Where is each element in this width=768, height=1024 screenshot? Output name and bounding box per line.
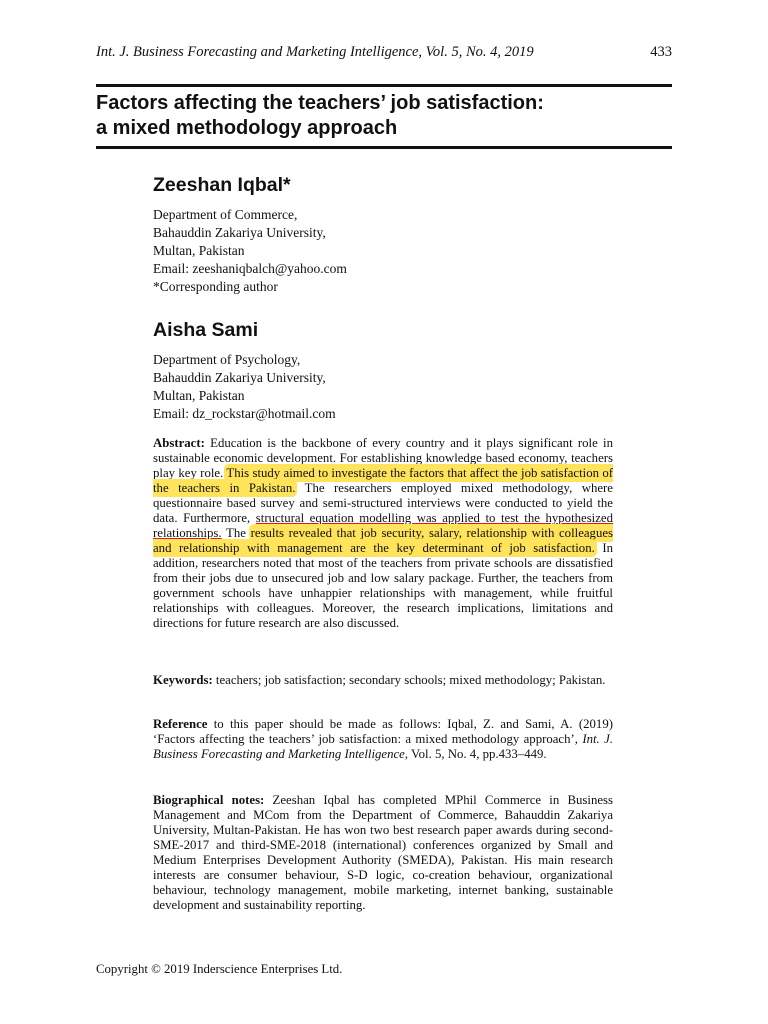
keywords-label: Keywords: (153, 673, 213, 687)
biographical-notes (153, 793, 613, 913)
author-name-1: Zeeshan Iqbal* (153, 174, 291, 196)
abstract-text: The (221, 526, 251, 540)
copyright-notice: Copyright © 2019 Inderscience Enterprises Ltd. (96, 962, 343, 976)
author-affiliation-1 (153, 206, 347, 296)
abstract-label: Abstract: (153, 436, 205, 450)
reference-text: , Vol. 5, No. 4, pp.433–449. (404, 747, 547, 761)
bio-text: Zeeshan Iqbal has completed MPhil Commerce in Business Management and MCom from the Department of Commerce, Bahauddin Zakariya University, Multan-Pakistan. He has won two best research paper awards during second-SME-2017 and third-SME-2018 (international) conferences organized by Small and Medium Enterprises Development Authority (SMEDA), Pakistan. His main research interests are consumer behaviour, S-D logic, co-creation behaviour, organizational behaviour, technology management, mobile marketing, internet banking, sustainable development and sustainability reporting. (153, 793, 613, 912)
affiliation-line: Bahauddin Zakariya University, (153, 370, 326, 385)
affiliation-line: Bahauddin Zakariya University, (153, 225, 326, 240)
highlighted-text: results revealed that job security, salary, relationship with colleagues and relationship with management are the key determinant of job satisfaction. (153, 526, 614, 555)
keywords-text: teachers; job satisfaction; secondary schools; mixed methodology; Pakistan. (212, 673, 606, 687)
affiliation-line: Department of Psychology, (153, 352, 301, 367)
affiliation-line: Department of Commerce, (153, 207, 298, 222)
author-affiliation-2 (153, 351, 336, 423)
abstract-text: In addition, researchers noted that most of the teachers from private schools are dissatisfied from their jobs due to unsecured job and low salary package. Further, the teachers from government schools have unhappier relationships with management, while fruitful relationships with colleagues. Moreover, the research implications, limitations and directions for future research are also discussed. (153, 541, 613, 630)
underlined-text: structural equation modelling was applied to test the hypothesized relationships. (153, 511, 613, 540)
title-rule-top (96, 84, 672, 87)
title-line-1: Factors affecting the teachers’ job satisfaction: (96, 92, 544, 114)
abstract (153, 436, 613, 631)
affiliation-line: Multan, Pakistan (153, 243, 245, 258)
author-email[interactable]: Email: zeeshaniqbalch@yahoo.com (153, 261, 347, 276)
keywords (153, 673, 613, 688)
abstract-text: The researchers employed mixed methodology, where questionnaire based survey and semi-structured interviews were conducted to yield the data. Furthermore, (153, 481, 613, 525)
reference-text: to this paper should be made as follows: Iqbal, Z. and Sami, A. (2019) ‘Factors affecting the teachers’ job satisfaction: a mixed methodology approach’, (153, 717, 613, 746)
highlighted-text: This study aimed to investigate the factors that affect the job satisfaction of the teachers in Pakistan. (153, 466, 613, 495)
corresponding-note: *Corresponding author (153, 279, 278, 294)
affiliation-line: Multan, Pakistan (153, 388, 245, 403)
reference-label: Reference (153, 717, 208, 731)
running-head (96, 44, 672, 61)
author-email[interactable]: Email: dz_rockstar@hotmail.com (153, 406, 336, 421)
title-rule-bottom (96, 146, 672, 149)
abstract-text: Education is the backbone of every country and it plays significant role in sustainable economic development. For establishing knowledge based economy, teachers play key role. (153, 436, 613, 480)
paper-title (96, 91, 676, 141)
bio-label: Biographical notes: (153, 793, 265, 807)
journal-citation: Int. J. Business Forecasting and Marketing Intelligence, Vol. 5, No. 4, 2019 (96, 44, 534, 60)
author-name-2: Aisha Sami (153, 319, 259, 341)
reference-journal: Int. J. Business Forecasting and Marketing Intelligence (153, 732, 613, 761)
title-line-2: a mixed methodology approach (96, 117, 398, 139)
reference-note (153, 717, 613, 762)
page-number: 433 (650, 44, 672, 60)
